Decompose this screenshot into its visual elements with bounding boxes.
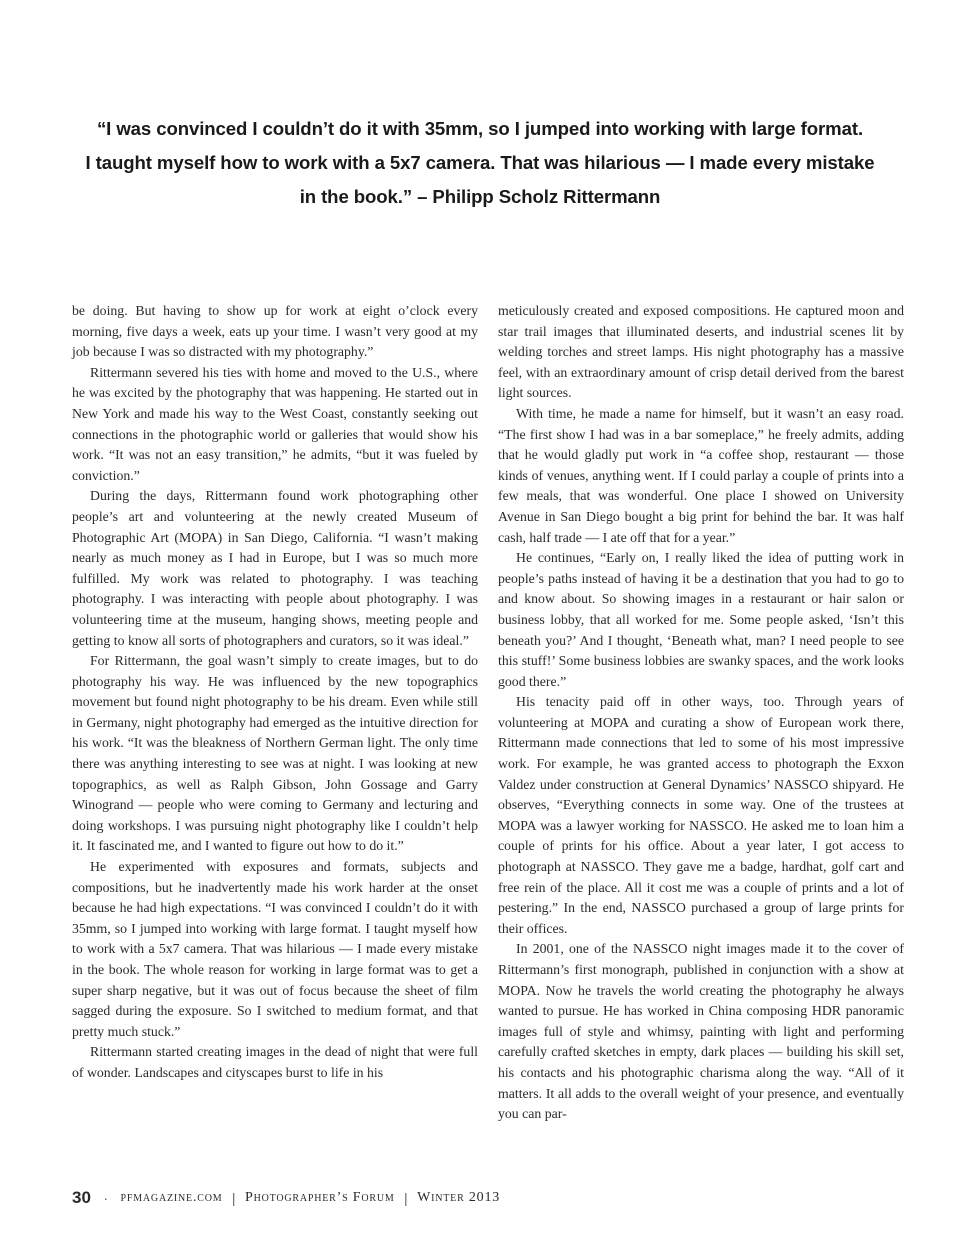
pull-quote-line: “I was convinced I couldn’t do it with 35mm, so I jumped into working with large format. xyxy=(96,118,864,139)
paragraph: Rittermann started creating images in the dead of night that were full of wonder. Landscapes and cityscapes burst to life in his xyxy=(72,1044,478,1080)
paragraph: With time, he made a name for himself, but it wasn’t an easy road. “The first show I had was in a bar someplace,” he freely admits, adding that he would gladly put work in “a coffee shop, restaurant — those kinds of venues, anything went. If I could parlay a couple of prints into a few meals, that was wonderful. One place I showed on University Avenue in San Diego bought a big print for behind the bar. It was half cash, half trade — I ate off that for a year.” xyxy=(498,405,904,545)
paragraph: Rittermann severed his ties with home and moved to the U.S., where he was excited by the photography that was happening. He started out in New York and made his way to the West Coast, constantly seeking out connections in the photographic world or galleries that would show his work. “It was not an easy transition,” he admits, “but it was fueled by conviction.” xyxy=(72,364,478,483)
pull-quote-line: in the book.” – Philipp Scholz Rittermann xyxy=(299,186,661,207)
footer-divider: | xyxy=(404,1190,408,1206)
paragraph: In 2001, one of the NASSCO night images made it to the cover of Rittermann’s first monograph, published in conjunction with a show at MOPA. Now he travels the world creating the photography he always wanted to pursue. He has worked in China composing HDR panoramic images full of style and whimsy, painting with light and performing carefully crafted sketches in empty, dark places — building his skill set, his contacts and his photographic charisma along the way. “All of it matters. It all adds to the overall weight of your presence, and eventually you can par- xyxy=(498,941,904,1122)
footer-divider: | xyxy=(231,1190,236,1206)
paragraph: For Rittermann, the goal wasn’t simply to create images, but to do photography his way. He was influenced by the new topographics movement but found night photography to be his dream. Even while still in Germany, night photography had emerged as the intuitive direction for his work. “It was the bleakness of Northern German light. The only time there was anything interesting to see was at night. I was looking at new topographics, as well as Ralph Gibson, John Gossage and Garry Winogrand — people who were coming to Germany and lecturing and doing workshops. I was pursuing night photography like I couldn’t help it. It fascinated me, and I wanted to figure out how to do it.” xyxy=(72,653,478,854)
pull-quote-line: I taught myself how to work with a 5x7 camera. That was hilarious — I made every mistake xyxy=(85,152,875,173)
footer-site: pfmagazine.com xyxy=(120,1190,223,1205)
paragraph: He continues, “Early on, I really liked the idea of putting work in people’s paths instead of having it be a destination that you had to go to and know about. So showing images in a restaurant or hair salon or business lobby, that all worked for me. Some people asked, ‘Isn’t this beneath you?’ And I thought, ‘Beneath what, man? I need people to see this stuff!’ Some business lobbies are swanky spaces, and the work looks good there.” xyxy=(498,550,904,689)
paragraph: meticulously created and exposed compositions. He captured moon and star trail images that illuminated deserts, and industrial scenes lit by welding torches and street lamps. His night photography has a massive feel, with an extraordinary amount of crisp detail derived from the barest light sources. xyxy=(498,303,904,401)
footer-dot: · xyxy=(103,1190,109,1206)
page-footer xyxy=(72,1188,500,1212)
paragraph: His tenacity paid off in other ways, too. Through years of volunteering at MOPA and curating a show of European work there, Rittermann made connections that led to some of his most impressive work. For example, he was granted access to photograph the Exxon Valdez under construction at General Dynamics’ NASSCO shipyard. He observes, “Everything connects in some way. One of the trustees at MOPA was a lawyer working for NASSCO. He asked me to loan him a couple of prints for his office. About a year later, I got access to photograph at NASSCO. They gave me a badge, hardhat, golf cart and free rein of the place. All it cost me was a couple of prints and a lot of pestering.” In the end, NASSCO purchased a group of large prints for their offices. xyxy=(498,694,904,936)
left-column xyxy=(72,301,478,1084)
paragraph: He experimented with exposures and formats, subjects and compositions, but he inadvertently made his work harder at the onset because he had high expectations. “I was convinced I couldn’t do it with 35mm, so I jumped into working with large format. I taught myself how to work with a 5x7 camera. That was hilarious — I made every mistake in the book. The whole reason for working in large format was to get a super sharp negative, but it was out of focus because the sheet of film sagged during the exposure. So I switched to medium format, and that pretty much stuck.” xyxy=(72,859,478,1039)
footer-publication: Photographer’s Forum xyxy=(244,1190,395,1205)
paragraph: be doing. But having to show up for work at eight o’clock every morning, five days a week, eats up your time. I wasn’t very good at my job because I was so distracted with my photography.” xyxy=(72,303,478,360)
right-column xyxy=(498,301,904,1125)
pull-quote xyxy=(60,112,900,214)
paragraph: During the days, Rittermann found work photographing other people’s art and volunteering at the newly created Museum of Photographic Art (MOPA) in San Diego, California. “I wasn’t making nearly as much money as I had in Europe, but I was so much more fulfilled. My work was related to photography. I was teaching photography. I was interacting with people about photography. I was volunteering time at the museum, hanging shows, meeting people and getting to know all sorts of photographers and curators, so it was ideal.” xyxy=(72,488,478,648)
page-number: 30 xyxy=(72,1188,91,1207)
footer-issue: Winter 2013 xyxy=(417,1190,501,1205)
